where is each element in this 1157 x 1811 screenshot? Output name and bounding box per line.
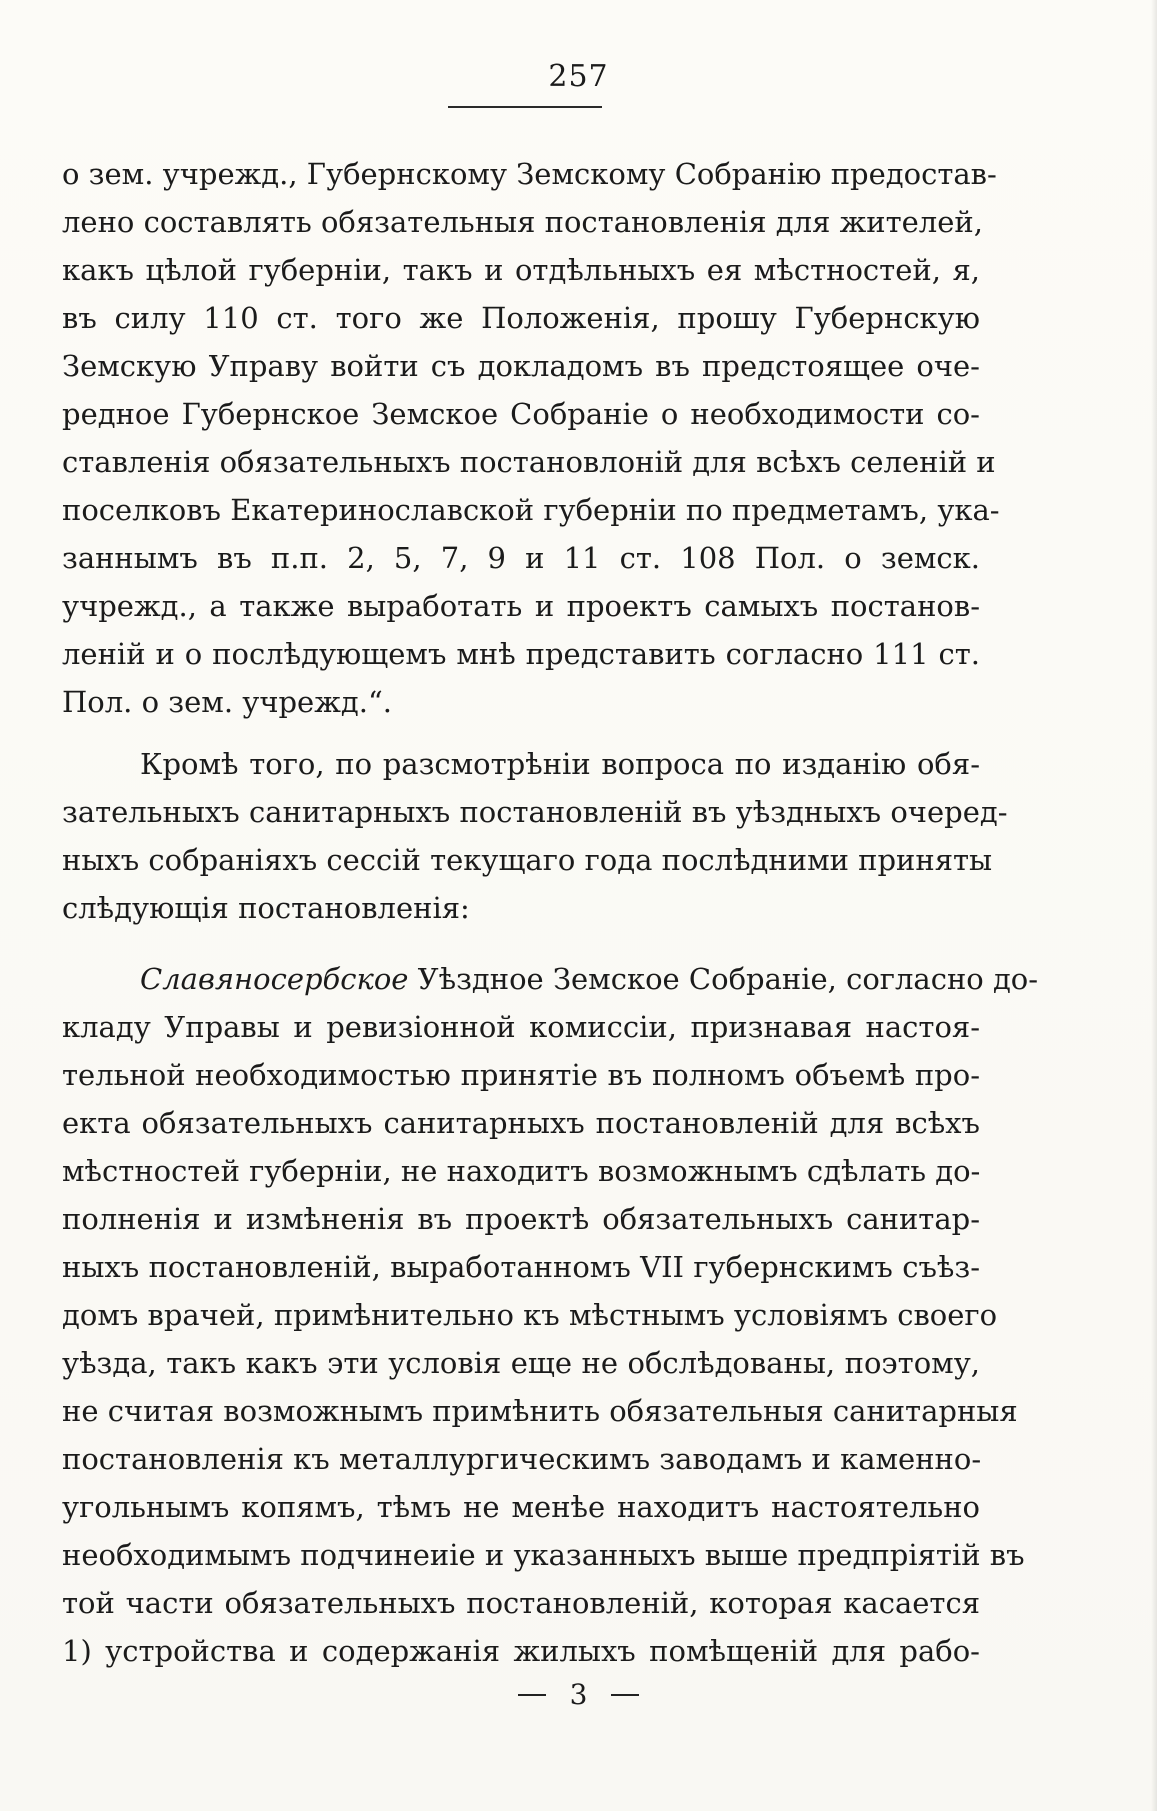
page-header (0, 59, 1157, 94)
text-line: лено составлять обязательныя постановленія для жителей, (62, 205, 983, 239)
text-line: заннымъ въ п.п. 2, 5, 7, 9 и 11 ст. 108 Пол. о земск. (62, 541, 980, 575)
text-line: домъ врачей, примѣнительно къ мѣстнымъ условіямъ своего (62, 1298, 998, 1332)
paragraph-decisions-intro (62, 740, 1008, 932)
page-edge-shadow (1151, 0, 1157, 1811)
text-line: Земскую Управу войти съ докладомъ въ предстоящее оче- (62, 349, 980, 383)
text-line: ставленія обязательныхъ постановлоній для всѣхъ селеній и (62, 445, 996, 479)
page-number: 257 (548, 59, 609, 94)
text-line: о зем. учрежд., Губернскому Земскому Собранію предостав- (62, 157, 997, 191)
text-line: постановленія къ металлургическимъ заводамъ и каменно- (62, 1442, 982, 1476)
text-line: какъ цѣлой губерніи, такъ и отдѣльныхъ ея мѣстностей, я, (62, 253, 980, 287)
text-line: ныхъ постановленій, выработанномъ VII губернскимъ съѣз- (62, 1250, 980, 1284)
text-line: необходимымъ подчинеиіе и указанныхъ выше предпріятій въ (62, 1538, 1025, 1572)
text-line: Пол. о зем. учрежд.“. (62, 685, 393, 719)
text-line-indented (62, 955, 1039, 1003)
text-line: той части обязательныхъ постановленій, которая касается (62, 1586, 980, 1620)
text-line: 1) устройства и содержанія жилыхъ помѣщеній для рабо- (62, 1634, 980, 1668)
italic-district-name: Славяносербское (140, 962, 409, 996)
text-line: угольнымъ копямъ, тѣмъ не менѣе находитъ настоятельно (62, 1490, 980, 1524)
text-line: редное Губернское Земское Собраніе о необходимости со- (62, 397, 980, 431)
text-line-indented (62, 740, 980, 788)
text-line: тельной необходимостью принятіе въ полномъ объемѣ про- (62, 1058, 980, 1092)
header-rule (448, 106, 602, 108)
text-line: поселковъ Екатеринославской губерніи по предметамъ, ука- (62, 493, 1000, 527)
text-line: не считая возможнымъ примѣнить обязательныя санитарныя (62, 1394, 1018, 1428)
text-line: мѣстностей губерніи, не находитъ возможнымъ сдѣлать до- (62, 1154, 981, 1188)
text-line: ныхъ собраніяхъ сессій текущаго года послѣдними приняты (62, 843, 993, 877)
text-line: учрежд., а также выработать и проектъ самыхъ постанов- (62, 589, 980, 623)
footer-dash-left (518, 1694, 546, 1696)
text-line-content: Кромѣ того, по разсмотрѣніи вопроса по изданію обя- (140, 747, 980, 781)
text-line: зательныхъ санитарныхъ постановленій въ уѣздныхъ очеред- (62, 795, 1008, 829)
text-line-content: Уѣздное Земское Собраніе, согласно до- (408, 962, 1039, 996)
text-line: леній и о послѣдующемъ мнѣ представить согласно 111 ст. (62, 637, 980, 671)
text-line: полненія и измѣненія въ проектѣ обязательныхъ санитар- (62, 1202, 980, 1236)
footer-dash-right (611, 1694, 639, 1696)
text-line: кладу Управы и ревизіонной комиссіи, признавая настоя- (62, 1010, 980, 1044)
text-line: слѣдующія постановленія: (62, 891, 470, 925)
text-line: въ силу 110 ст. того же Положенія, прошу Губернскую (62, 301, 980, 335)
page-footer (0, 1678, 1157, 1711)
paragraph-slavyanoserbsk (62, 955, 1039, 1675)
text-line: уѣзда, такъ какъ эти условія еще не обслѣдованы, поэтому, (62, 1346, 980, 1380)
signature-mark: 3 (569, 1678, 588, 1711)
text-line: екта обязательныхъ санитарныхъ постановленій для всѣхъ (62, 1106, 980, 1140)
paragraph-continuation (62, 150, 1000, 726)
